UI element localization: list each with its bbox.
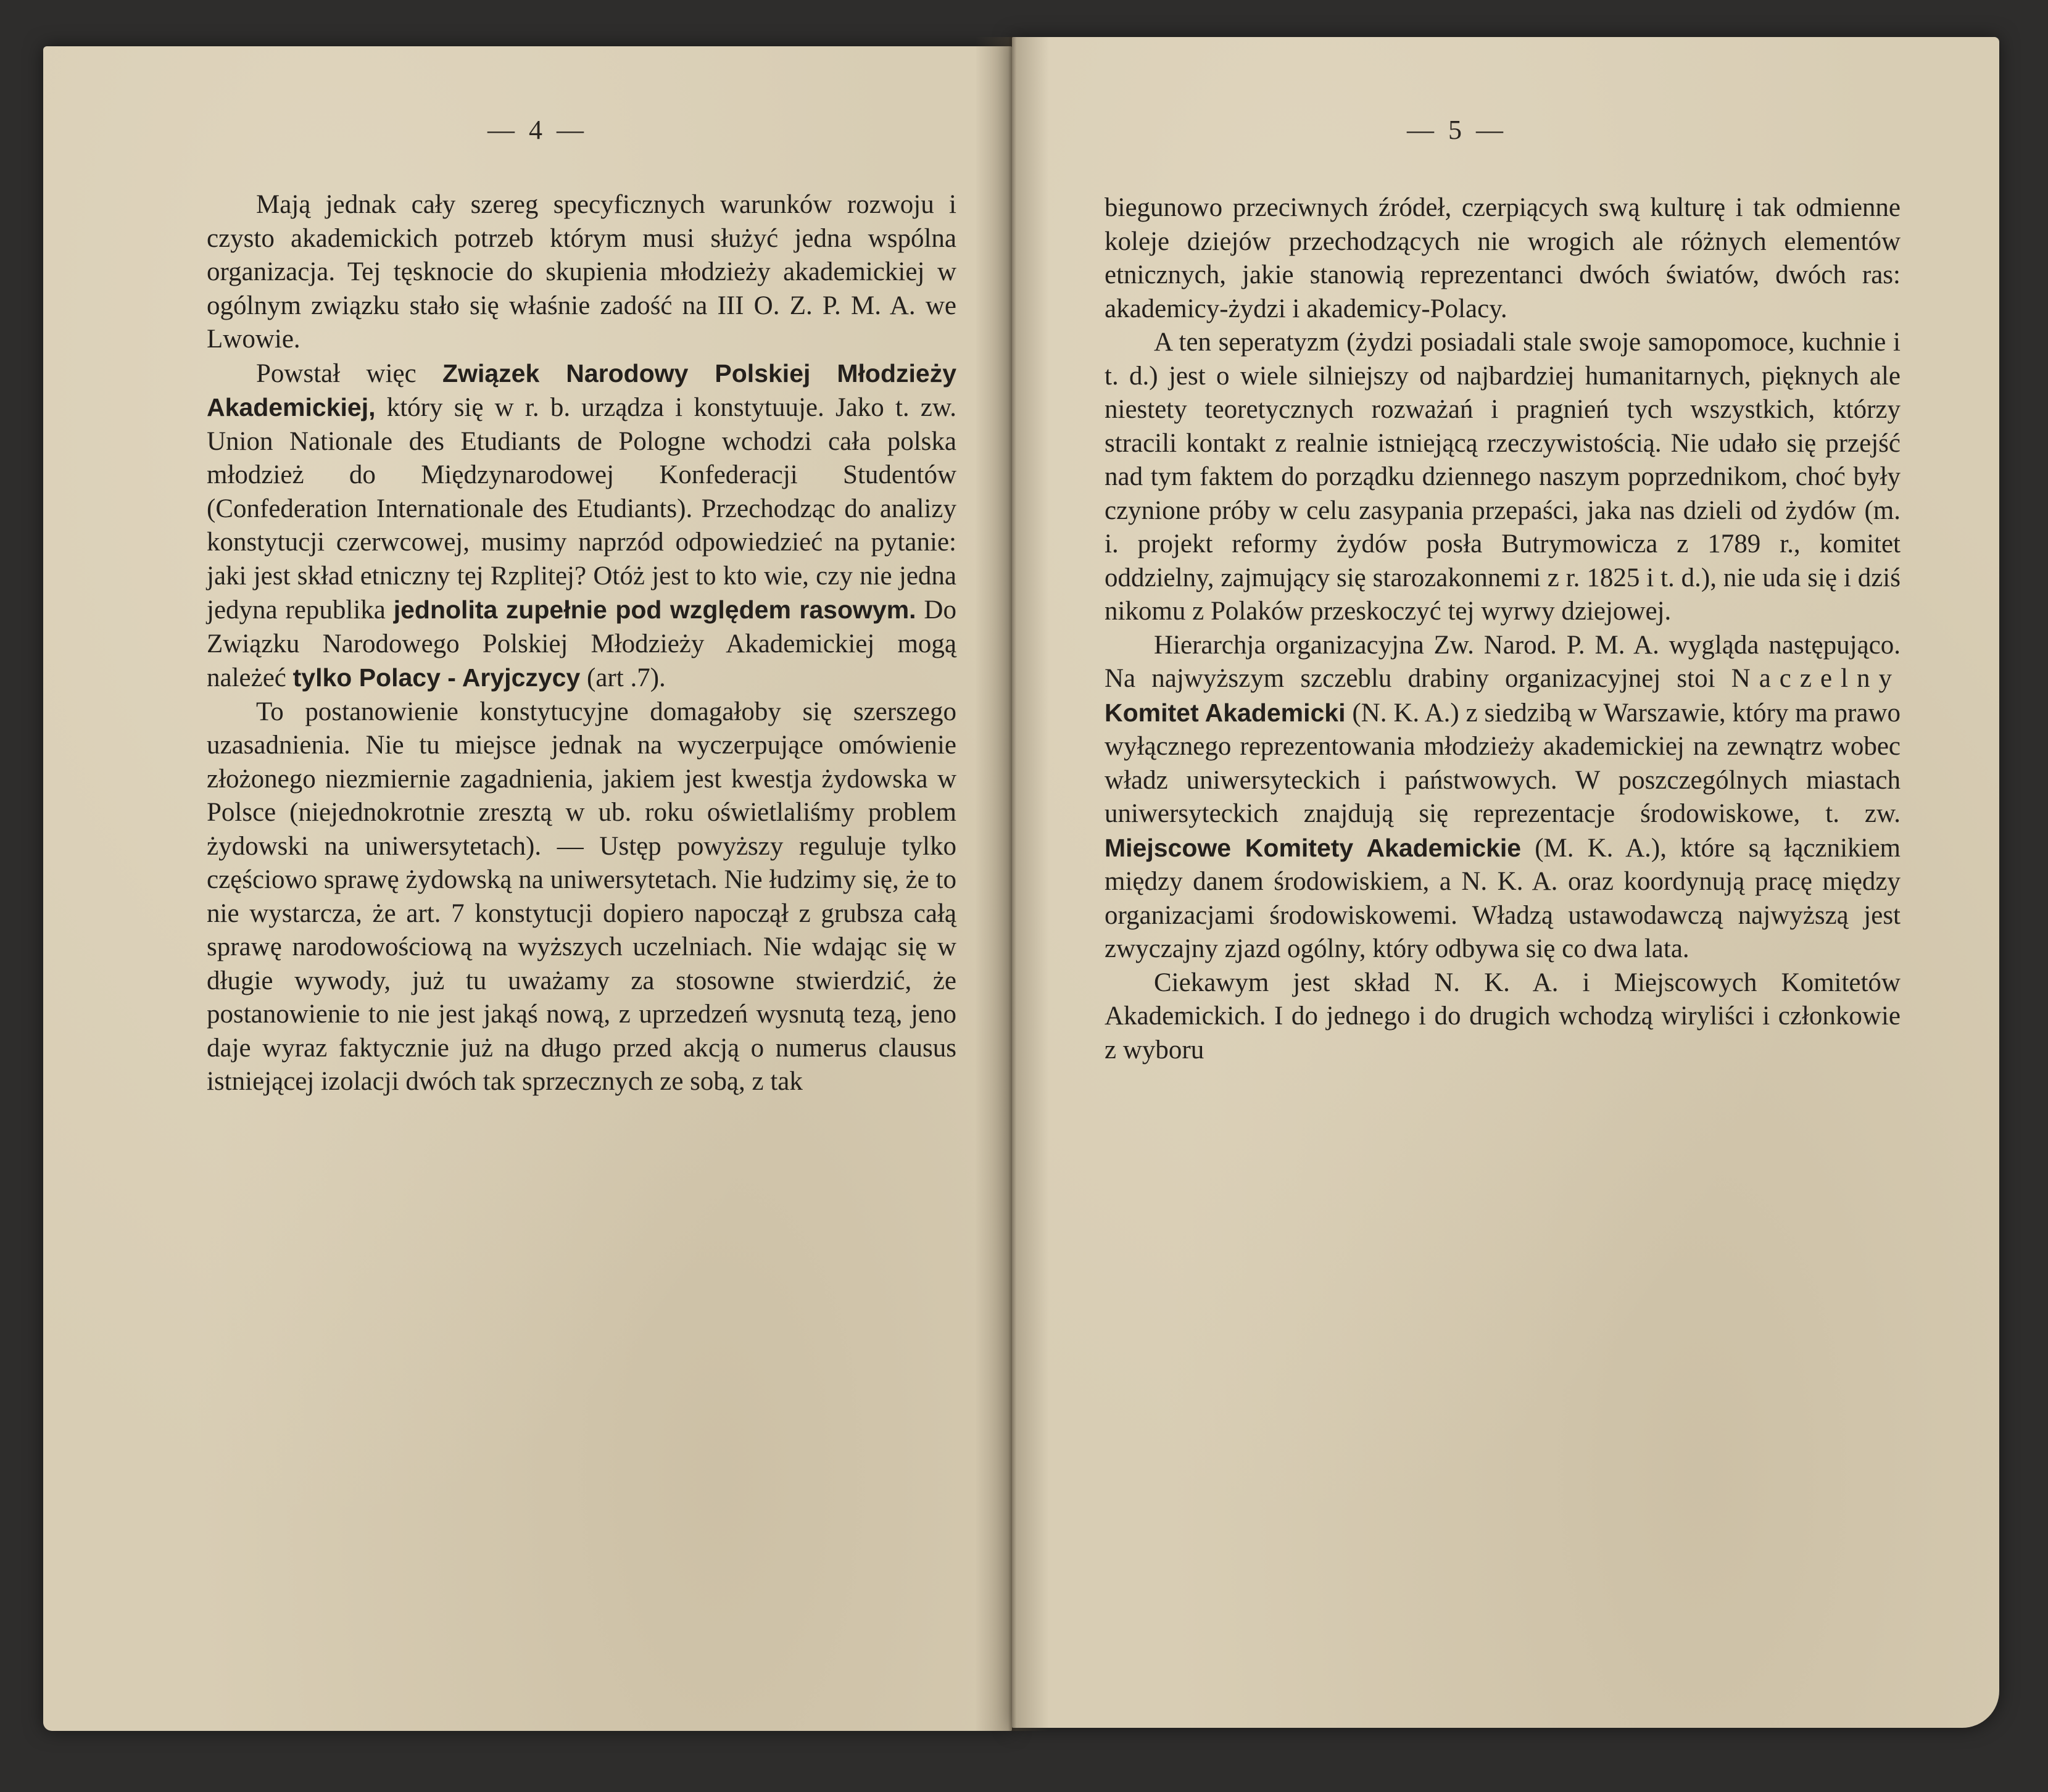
text-run: Mają jednak cały szereg specyficznych warunków rozwoju i czysto akademickich potrzeb którym musi służyć jedna wspólna organizacja. Tej tęsknocie do skupienia młodzieży akademickiej w ogólnym związku stało się właśnie zadość na III O. Z. P. M. A. we Lwowie. <box>207 190 956 354</box>
page-text <box>207 188 956 1099</box>
text-run: Hierarchja organizacyjna Zw. Narod. P. M. A. wygląda następująco. Na najwyższym szczeblu drabiny organizacyjnej stoi <box>1105 630 1901 693</box>
text-run: biegunowo przeciwnych źródeł, czerpiących swą kulturę i tak odmienne koleje dziejów przechodzących nie wrogich ale różnych elementów etnicznych, jakie stanowią reprezentanci dwóch światów, dwóch ras: akademicy-żydzi i akademicy-Polacy. <box>1105 193 1901 323</box>
paragraph <box>207 357 956 695</box>
paragraph <box>1105 966 1901 1068</box>
paragraph <box>207 695 956 1099</box>
bold-phrase: tylko Polacy - Aryjczycy <box>292 663 581 692</box>
spaced-phrase: Naczelny <box>1731 664 1901 693</box>
text-run: (N. K. A.) z siedzibą w Warszawie, który ma prawo wyłącznego reprezentowania młodzieży akademickiej na zewnątrz wobec władz uniwersyteckich i państwowych. W poszczególnych miastach uniwersyteckich znajdują się reprezentacje środowiskowe, t. zw. <box>1105 698 1901 828</box>
bold-phrase: Komitet Akademicki <box>1105 698 1346 727</box>
bold-phrase: Miejscowe Komitety Akademickie <box>1105 833 1522 862</box>
page-text <box>1105 191 1901 1067</box>
text-run: Do Związku Narodowego Polskiej Młodzieży Akademickiej mogą należeć <box>207 595 956 692</box>
right-page <box>1012 37 1999 1728</box>
text-run: To postanowienie konstytucyjne domagałoby się szerszego uzasadnienia. Nie tu miejsce jednak na wyczerpujące omówienie złożonego niezmiernie zagadnienia, jakiem jest kwestja żydowska w Polsce (niejednokrotnie zresztą w ub. roku oświetlaliśmy problem żydowski na uniwersytetach). — Ustęp powyższy reguluje tylko częściowo sprawę żydowską na uniwersytetach. Nie łudzimy się, że to nie wystarcza, że art. 7 konstytucji dopiero napoczął z grubsza całą sprawę narodowościową na wyższych uczelniach. Nie wdając się w długie wywody, już tu uważamy za stosowne stwierdzić, że postanowienie to nie jest jakąś nową, z uprzedzeń wysnutą tezą, jeno daje wyraz faktycznie już na długo przed akcją o numerus clausus istniejącej izolacji dwóch tak sprzecznych ze sobą, z tak <box>207 697 956 1096</box>
page-number: — 5 — <box>1407 115 1507 145</box>
paragraph <box>207 188 956 357</box>
text-run: (M. K. A.), które są łącznikiem między danem środowiskiem, a N. K. A. oraz koordynują pracę między organizacjami środowiskowemi. Władzą ustawodawczą najwyższą jest zwyczajny zjazd ogólny, który odbywa się co dwa lata. <box>1105 833 1901 963</box>
left-page <box>43 46 1012 1731</box>
bold-phrase: Związek Narodowy Polskiej Młodzieży Akademickiej, <box>207 359 956 421</box>
text-run: Powstał więc <box>256 359 443 388</box>
page-number: — 4 — <box>487 115 587 145</box>
paragraph <box>1105 629 1901 966</box>
text-run: Ciekawym jest skład N. K. A. i Miejscowych Komitetów Akademickich. I do jednego i do drugich wchodzą wiryliści i członkowie z wyboru <box>1105 968 1901 1064</box>
paragraph <box>1105 326 1901 629</box>
text-run: który się w r. b. urządza i konstytuuje. Jako t. zw. Union Nationale des Etudiants de Pologne wchodzi cała polska młodzież do Międzynarodowej Konfederacji Studentów (Confederation Internationale des Etudiants). Przechodząc do analizy konstytucji czerwcowej, musimy naprzód odpowiedzieć na pytanie: jaki jest skład etniczny tej Rzplitej? Otóż jest to kto wie, czy nie jedna jedyna republika <box>207 393 956 624</box>
paragraph <box>1105 191 1901 326</box>
text-run: (art .7). <box>580 663 666 692</box>
bold-phrase: jednolita zupełnie pod względem rasowym. <box>393 595 916 624</box>
text-run: A ten seperatyzm (żydzi posiadali stale swoje samopomoce, kuchnie i t. d.) jest o wiele silniejszy od najbardziej humanitarnych, pięknych ale niestety teoretycznych rozważań i pragnień tych wszystkich, którzy stracili kontakt z realnie istniejącą rzeczywistością. Nie udało się przejść nad tym faktem do porządku dziennego naszym poprzednikom, choć były czynione próby w celu zasypania przepaści, jaka nas dzieli od żydów (m. i. projekt reformy żydów posła Butrymowicza z 1789 r., komitet oddzielny, zajmujący się starozakonnemi z r. 1825 i t. d.), nie uda się i dziś nikomu z Polaków przeskoczyć tej wyrwy dziejowej. <box>1105 328 1901 626</box>
